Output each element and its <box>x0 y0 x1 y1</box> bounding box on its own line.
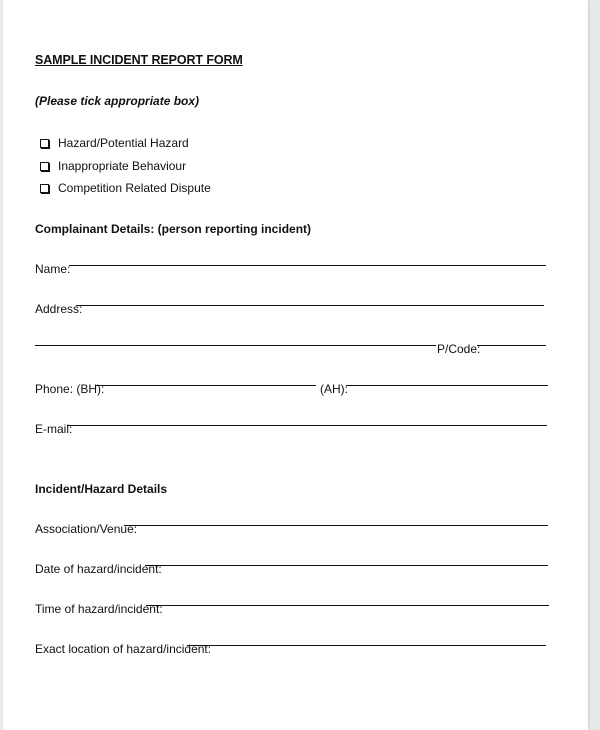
checkbox-behaviour[interactable] <box>40 162 49 171</box>
phone-ah-label: (AH): <box>320 382 348 396</box>
phone-ah-field[interactable] <box>346 384 548 386</box>
email-label: E-mail: <box>35 422 73 436</box>
tick-instruction: (Please tick appropriate box) <box>35 94 200 108</box>
address-label: Address: <box>35 302 83 316</box>
name-field[interactable] <box>69 264 546 266</box>
date-field[interactable] <box>145 564 548 566</box>
email-field[interactable] <box>67 424 547 426</box>
form-title: SAMPLE INCIDENT REPORT FORM <box>35 53 243 67</box>
address-field-line2[interactable] <box>35 344 436 346</box>
location-label: Exact location of hazard/incident: <box>35 642 212 656</box>
complainant-heading: Complainant Details: (person reporting incident) <box>35 222 312 236</box>
phone-bh-label: Phone: (BH): <box>35 382 105 396</box>
location-field[interactable] <box>187 644 546 646</box>
incident-heading: Incident/Hazard Details <box>35 482 168 496</box>
checkbox-row-hazard[interactable] <box>40 136 189 150</box>
postcode-label: P/Code: <box>437 342 481 356</box>
time-label: Time of hazard/incident: <box>35 602 163 616</box>
scrollbar-track[interactable] <box>590 0 600 730</box>
checkbox-label-hazard: Hazard/Potential Hazard <box>58 136 189 150</box>
name-label: Name: <box>35 262 71 276</box>
checkbox-label-behaviour: Inappropriate Behaviour <box>58 159 187 173</box>
checkbox-dispute[interactable] <box>40 184 49 193</box>
date-label: Date of hazard/incident: <box>35 562 162 576</box>
document-page <box>3 0 588 730</box>
checkbox-row-behaviour[interactable] <box>40 159 186 173</box>
venue-field[interactable] <box>124 524 548 526</box>
venue-label: Association/Venue: <box>35 522 138 536</box>
address-field-line1[interactable] <box>76 304 544 306</box>
checkbox-label-dispute: Competition Related Dispute <box>58 181 211 195</box>
checkbox-hazard[interactable] <box>40 139 49 148</box>
time-field[interactable] <box>146 604 549 606</box>
phone-bh-field[interactable] <box>95 384 316 386</box>
postcode-field[interactable] <box>477 344 546 346</box>
checkbox-row-dispute[interactable] <box>40 181 211 195</box>
